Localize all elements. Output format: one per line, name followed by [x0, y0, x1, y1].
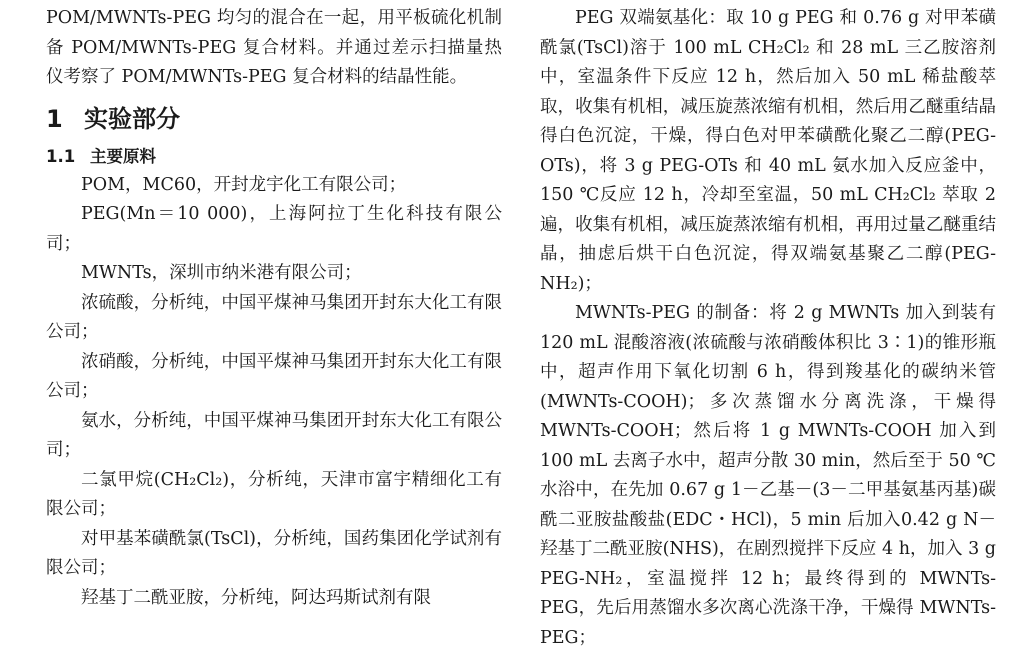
right-column: [540, 4, 996, 653]
peg-amination-paragraph: PEG 双端氨基化：取 10 g PEG 和 0.76 g 对甲苯磺酰氯(TsCl)溶于 100 mL CH₂Cl₂ 和 28 mL 三乙胺溶剂中，室温条件下反应 12 h，然后加入 50 mL 稀盐酸萃取，收集有机相，减压旋蒸浓缩有机相，然后用乙醚重结晶得白色沉淀，干燥，得白色对甲苯磺酰化聚乙二醇(PEG-OTs)，将 3 g PEG-OTs 和 40 mL 氨水加入反应釜中，150 ℃反应 12 h，冷却至室温，50 mL CH₂Cl₂ 萃取 2 遍，收集有机相，减压旋蒸浓缩有机相，再用过量乙醚重结晶，抽虑后烘干白色沉淀，得双端氨基聚乙二醇(PEG-NH₂)；: [540, 8, 996, 294]
material-item: 浓硝酸，分析纯，中国平煤神马集团开封东大化工有限公司；: [46, 351, 502, 401]
material-item: POM，MC60，开封龙宇化工有限公司；: [81, 174, 407, 195]
material-item: 羟基丁二酰亚胺，分析纯，阿达玛斯试剂有限: [81, 587, 431, 608]
subsection-number: 1.1: [46, 146, 76, 166]
left-column: [46, 4, 502, 613]
material-item: PEG(Mn＝10 000)，上海阿拉丁生化科技有限公司；: [46, 204, 502, 254]
material-item: 二氯甲烷(CH₂Cl₂)，分析纯，天津市富宇精细化工有限公司；: [46, 469, 502, 519]
subsection-heading: [46, 143, 502, 171]
section-title: 实验部分: [84, 104, 180, 133]
material-item: 对甲基苯磺酰氯(TsCl)，分析纯，国药集团化学试剂有限公司；: [46, 528, 502, 578]
material-item: 浓硫酸，分析纯，中国平煤神马集团开封东大化工有限公司；: [46, 292, 502, 342]
material-item: 氨水，分析纯，中国平煤神马集团开封东大化工有限公司；: [46, 410, 502, 460]
intro-paragraph: POM/MWNTs-PEG 均匀的混合在一起，用平板硫化机制备 POM/MWNTs-PEG 复合材料。并通过差示扫描量热仪考察了 POM/MWNTs-PEG 复合材料的结晶性能。: [46, 8, 502, 87]
subsection-title: 主要原料: [90, 146, 156, 166]
section-heading: [46, 103, 502, 135]
material-item: MWNTs，深圳市纳米港有限公司；: [81, 263, 362, 283]
section-number: 1: [46, 104, 63, 133]
mwnts-peg-preparation-paragraph: MWNTs-PEG 的制备：将 2 g MWNTs 加入到装有 120 mL 混酸溶液(浓硫酸与浓硝酸体积比 3∶1)的锥形瓶中，超声作用下氧化切割 6 h，得到羧基化的碳纳米管(MWNTs-COOH)；多次蒸馏水分离洗涤，干燥得 MWNTs-COOH；然后将 1 g MWNTs-COOH 加入到 100 mL 去离子水中，超声分散 30 min，然后至于 50 ℃水浴中，在先加 0.67 g 1－乙基－(3－二甲基氨基丙基)碳酰二亚胺盐酸盐(EDC・HCl)，5 min 后加入0.42 g N－羟基丁二酰亚胺(NHS)，在剧烈搅拌下反应 4 h，加入 3 g PEG-NH₂，室温搅拌 12 h；最终得到的 MWNTs-PEG，先后用蒸馏水多次离心洗涤干净，干燥得 MWNTs-PEG；: [540, 303, 996, 648]
